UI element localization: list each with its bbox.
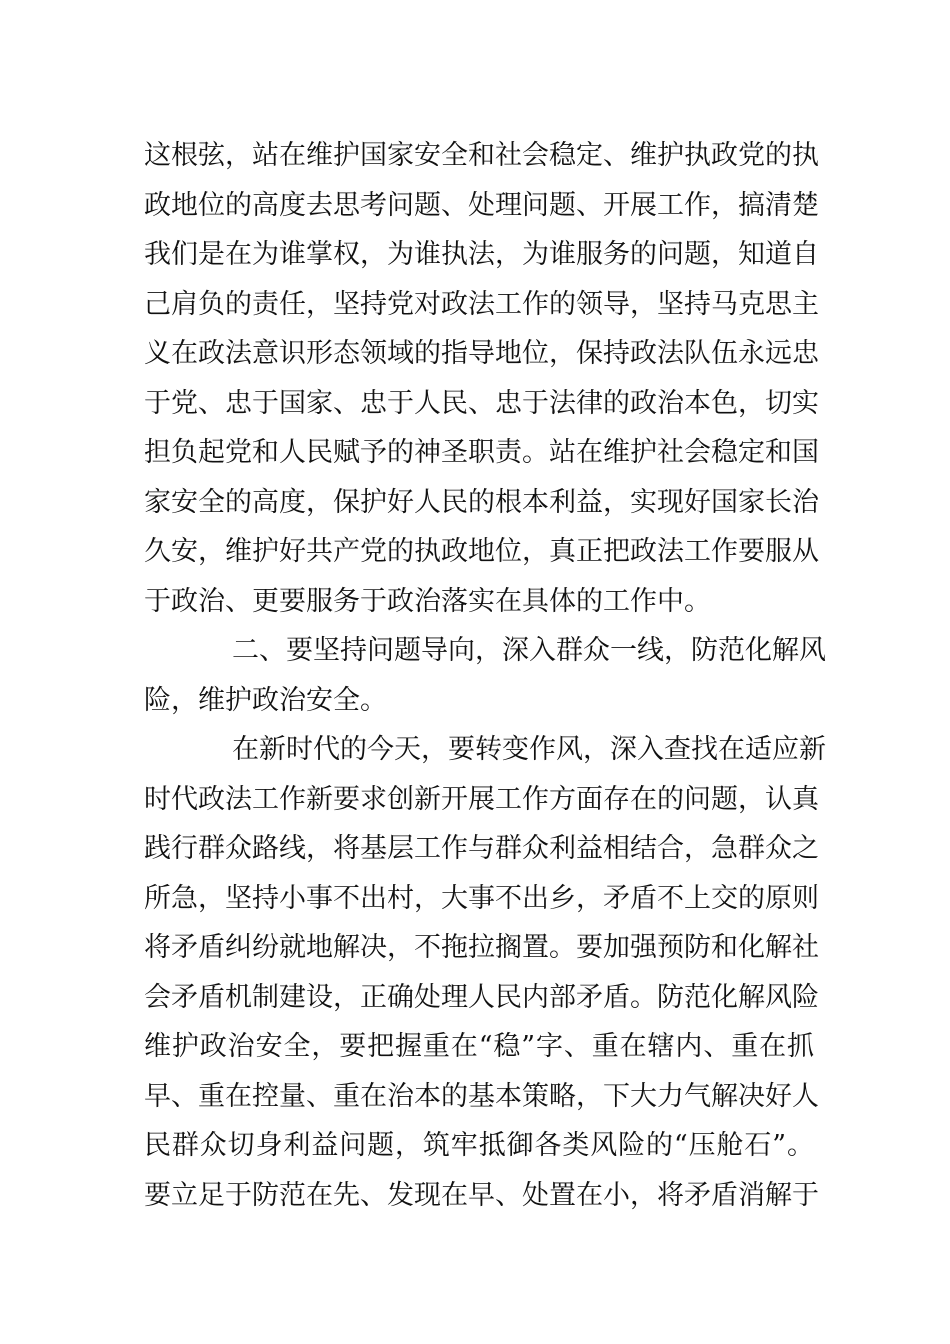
text-line: 担负起党和人民赋予的神圣职责。站在维护社会稳定和国	[144, 437, 819, 468]
text-line: 所急，坚持小事不出村，大事不出乡，矛盾不上交的原则	[144, 882, 819, 914]
text-line: 要立足于防范在先、发现在早、处置在小，将矛盾消解于	[144, 1179, 819, 1211]
text-line: 将矛盾纠纷就地解决，不拖拉搁置。要加强预防和化解社	[144, 932, 819, 963]
paragraph-3	[144, 725, 826, 1220]
text-line: 于党、忠于国家、忠于人民、忠于法律的政治本色，切实	[144, 387, 819, 419]
paragraph-2-heading	[144, 626, 826, 725]
text-line: 政地位的高度去思考问题、处理问题、开展工作，搞清楚	[144, 189, 819, 221]
text-line: 会矛盾机制建设，正确处理人民内部矛盾。防范化解风险	[144, 981, 819, 1013]
text-line: 民群众切身利益问题，筑牢抵御各类风险的“压舱石”。	[144, 1130, 814, 1161]
text-line: 早、重在控量、重在治本的基本策略，下大力气解决好人	[144, 1080, 819, 1112]
text-line: 在新时代的今天，要转变作风，深入查找在适应新	[232, 734, 826, 765]
section-heading-line: 二、要坚持问题导向，深入群众一线，防范化解风	[232, 635, 826, 666]
text-line: 我们是在为谁掌权，为谁执法，为谁服务的问题，知道自	[144, 239, 819, 270]
text-line: 践行群众路线，将基层工作与群众利益相结合，急群众之	[144, 833, 819, 864]
paragraph-1	[144, 131, 819, 626]
text-line: 维护政治安全，要把握重在“稳”字、重在辖内、重在抓	[144, 1031, 814, 1062]
text-line: 时代政法工作新要求创新开展工作方面存在的问题，认真	[144, 783, 819, 815]
text-line: 己肩负的责任，坚持党对政法工作的领导，坚持马克思主	[144, 288, 819, 320]
document-body	[144, 131, 826, 1220]
text-line: 久安，维护好共产党的执政地位，真正把政法工作要服从	[144, 536, 819, 567]
section-heading-line: 险，维护政治安全。	[144, 684, 387, 716]
text-line: 于政治、更要服务于政治落实在具体的工作中。	[144, 585, 711, 617]
text-line: 义在政法意识形态领域的指导地位，保持政法队伍永远忠	[144, 338, 819, 369]
text-line: 这根弦，站在维护国家安全和社会稳定、维护执政党的执	[144, 140, 819, 171]
text-line: 家安全的高度，保护好人民的根本利益，实现好国家长治	[144, 486, 819, 518]
